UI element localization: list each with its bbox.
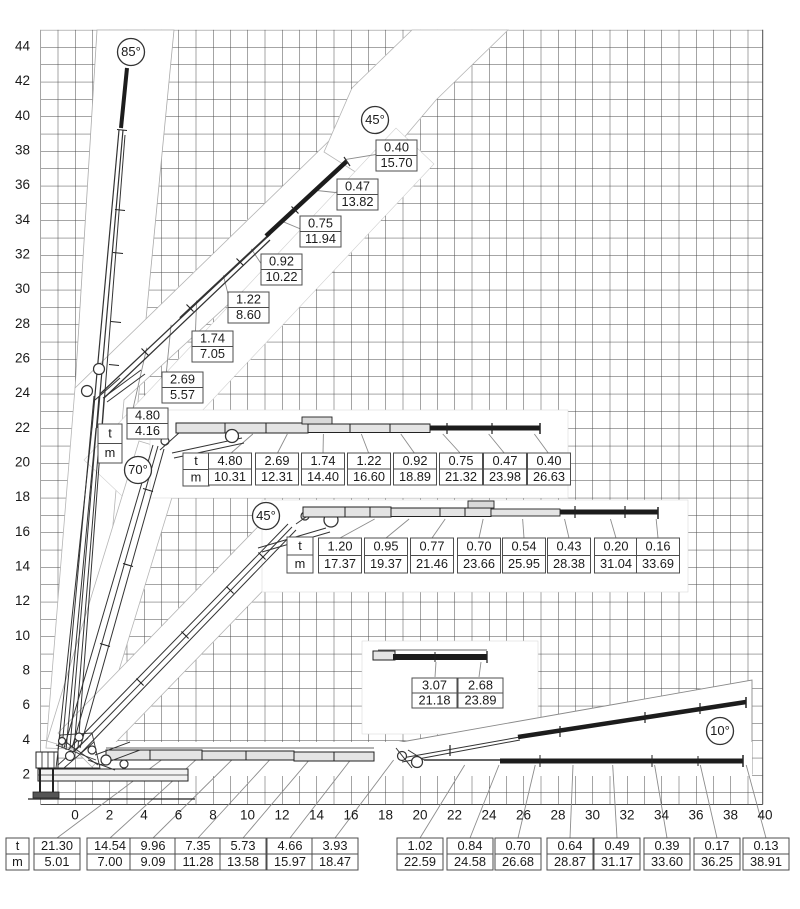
- capacity-box-m-value: 17.37: [323, 556, 357, 572]
- knuckle-pulley: [94, 364, 105, 375]
- x-axis-tick-label: 0: [71, 807, 79, 823]
- header-t-value: t: [15, 837, 20, 853]
- capacity-box-t-value: 0.54: [511, 538, 537, 554]
- outrigger-pad: [33, 792, 59, 798]
- capacity-box-m-value: 5.57: [170, 387, 195, 403]
- capacity-box-m-value: 25.95: [507, 556, 541, 572]
- capacity-box-t-value: 1.74: [310, 452, 336, 468]
- x-axis-tick-label: 26: [515, 807, 532, 823]
- jib-section: [373, 651, 395, 660]
- x-axis-tick-label: 14: [308, 807, 325, 823]
- capacity-box-m-value: 15.97: [273, 853, 307, 869]
- capacity-box-t-value: 3.07: [422, 677, 447, 693]
- header-m-value: m: [294, 555, 306, 571]
- capacity-box-m-value: 36.25: [700, 853, 734, 869]
- capacity-box-m-value: 22.59: [403, 853, 437, 869]
- y-axis-tick-label: 10: [14, 627, 30, 643]
- jib-section: [176, 423, 308, 433]
- capacity-box-t-value: 2.68: [468, 677, 493, 693]
- y-axis-tick-label: 22: [14, 419, 30, 435]
- pivot: [88, 746, 96, 754]
- x-axis-tick-label: 18: [377, 807, 394, 823]
- capacity-box-m-value: 13.58: [226, 853, 260, 869]
- jib-section: [491, 509, 560, 516]
- y-axis-tick-label: 8: [22, 662, 30, 678]
- capacity-box-t-value: 4.80: [135, 407, 160, 423]
- x-axis-tick-label: 32: [619, 807, 635, 823]
- capacity-box-m-value: 7.00: [97, 853, 123, 869]
- table-70deg: [183, 453, 571, 486]
- x-axis-tick-label: 36: [688, 807, 704, 823]
- y-axis-tick-label: 32: [14, 246, 30, 262]
- capacity-box-m-value: 19.37: [369, 556, 403, 572]
- x-axis-tick-label: 20: [412, 807, 428, 823]
- knuckle-pulley: [82, 386, 93, 397]
- capacity-box-m-value: 7.05: [200, 346, 225, 362]
- y-axis-tick-label: 14: [14, 558, 30, 574]
- jib-section: [308, 424, 430, 433]
- capacity-box-t-value: 1.20: [327, 538, 353, 554]
- capacity-box-t-value: 21.30: [40, 837, 74, 853]
- capacity-box-m-value: 15.70: [380, 155, 413, 171]
- x-axis: [71, 808, 772, 823]
- capacity-box-m-value: 14.40: [306, 468, 340, 484]
- capacity-box-m-value: 23.98: [488, 468, 522, 484]
- angle-badge-label: 85°: [121, 43, 141, 59]
- capacity-box-m-value: 33.60: [650, 853, 684, 869]
- y-axis-tick-label: 28: [14, 315, 30, 331]
- jib-latch: [302, 417, 332, 424]
- capacity-box-t-value: 1.22: [356, 452, 382, 468]
- boom-section: [202, 751, 294, 760]
- x-axis-tick-label: 12: [274, 807, 290, 823]
- y-axis-tick-label: 34: [14, 211, 30, 227]
- y-axis-tick-label: 30: [14, 281, 30, 297]
- capacity-box-m-value: 18.47: [318, 853, 352, 869]
- x-axis-tick-label: 40: [757, 807, 773, 823]
- capacity-box-t-value: 0.13: [753, 837, 779, 853]
- capacity-box-t-value: 0.47: [345, 178, 370, 194]
- capacity-box-t-value: 0.70: [505, 837, 531, 853]
- y-axis-tick-label: 44: [14, 38, 30, 54]
- capacity-box-t-value: 9.96: [140, 837, 166, 853]
- jib-section: [391, 508, 491, 517]
- x-axis-tick-label: 4: [140, 807, 148, 823]
- capacity-box-m-value: 16.60: [352, 468, 386, 484]
- capacity-box-m-value: 9.09: [140, 853, 166, 869]
- hook-pulley: [226, 430, 239, 443]
- x-axis-tick-label: 34: [653, 807, 670, 823]
- capacity-box-m-value: 23.89: [464, 692, 497, 708]
- capacity-box-m-value: 8.60: [236, 307, 261, 323]
- y-axis-tick-label: 12: [14, 593, 30, 609]
- capacity-box-t-value: 0.92: [269, 253, 294, 269]
- capacity-box-m-value: 23.66: [462, 556, 496, 572]
- capacity-box-m-value: 11.28: [182, 853, 214, 869]
- capacity-box-t-value: 0.75: [308, 215, 333, 231]
- x-axis-tick-label: 24: [481, 807, 497, 823]
- y-axis-tick-label: 18: [14, 489, 30, 505]
- header-m-value: m: [104, 445, 116, 461]
- capacity-box-t-value: 0.43: [556, 538, 582, 554]
- x-axis-tick-label: 8: [209, 807, 217, 823]
- capacity-box-t-value: 4.66: [277, 837, 303, 853]
- jib-section: [303, 507, 391, 517]
- pivot: [59, 738, 66, 745]
- capacity-box-m-value: 28.87: [553, 853, 587, 869]
- capacity-box-t-value: 0.75: [448, 452, 474, 468]
- capacity-box-t-value: 0.16: [645, 538, 671, 554]
- capacity-box-t-value: 0.17: [704, 837, 730, 853]
- x-axis-tick-label: 38: [722, 807, 739, 823]
- capacity-box-m-value: 26.68: [501, 853, 535, 869]
- capacity-box-t-value: 1.74: [200, 330, 225, 346]
- x-axis-tick-label: 22: [446, 807, 463, 823]
- y-axis-tick-label: 26: [14, 350, 30, 366]
- y-axis-tick-label: 42: [14, 73, 30, 89]
- capacity-box-t-value: 1.22: [236, 291, 261, 307]
- capacity-box-m-value: 5.01: [44, 853, 70, 869]
- capacity-box-t-value: 3.93: [322, 837, 348, 853]
- capacity-box-m-value: 26.63: [532, 468, 566, 484]
- boom-section: [106, 750, 202, 760]
- y-axis-tick-label: 16: [14, 523, 30, 539]
- x-axis-tick-label: 6: [174, 807, 183, 823]
- capacity-box-t-value: 0.40: [384, 139, 409, 155]
- capacity-box-t-value: 0.95: [373, 538, 399, 554]
- x-axis-tick-label: 16: [343, 807, 359, 823]
- x-axis-tick-label: 2: [105, 807, 114, 823]
- x-axis-tick-label: 28: [550, 807, 566, 823]
- y-axis-tick-label: 38: [14, 142, 30, 158]
- header-t-value: t: [298, 537, 302, 553]
- capacity-box-t-value: 0.64: [557, 837, 583, 853]
- x-axis-tick-label: 30: [584, 807, 601, 823]
- capacity-box-m-value: 31.04: [599, 556, 633, 572]
- capacity-box-t-value: 0.47: [492, 452, 518, 468]
- jib-latch: [468, 501, 494, 508]
- capacity-box-m-value: 4.16: [135, 423, 160, 439]
- capacity-box-t-value: 0.84: [457, 837, 483, 853]
- y-axis-tick-label: 6: [22, 697, 30, 713]
- angle-badge-label: 10°: [710, 722, 730, 738]
- y-axis-tick-label: 20: [14, 454, 30, 470]
- capacity-box-t-value: 0.39: [654, 837, 680, 853]
- capacity-box-t-value: 2.69: [264, 452, 290, 468]
- capacity-box-m-value: 31.17: [600, 853, 634, 869]
- angle-badge-label: 45°: [256, 507, 276, 523]
- capacity-box-m-value: 11.94: [304, 231, 337, 247]
- capacity-box-m-value: 33.69: [641, 556, 675, 572]
- header-m-value: m: [190, 469, 202, 485]
- y-axis-tick-label: 40: [14, 107, 30, 123]
- capacity-box-t-value: 4.80: [217, 452, 243, 468]
- header-t-value: t: [108, 425, 112, 441]
- y-axis-tick-label: 4: [22, 731, 30, 747]
- capacity-box-m-value: 10.31: [213, 468, 247, 484]
- capacity-box-t-value: 0.70: [466, 538, 492, 554]
- y-axis-tick-label: 36: [14, 177, 30, 193]
- capacity-box-t-value: 2.69: [170, 371, 195, 387]
- capacity-box-t-value: 5.73: [230, 837, 256, 853]
- capacity-box-t-value: 0.49: [604, 837, 630, 853]
- pivot: [101, 755, 111, 765]
- outrigger: [36, 752, 58, 768]
- capacity-box-t-value: 0.92: [402, 452, 428, 468]
- x-axis-tick-label: 10: [239, 807, 256, 823]
- capacity-box-m-value: 21.46: [415, 556, 449, 572]
- capacity-box-m-value: 10.22: [265, 269, 298, 285]
- capacity-box-m-value: 13.82: [341, 194, 374, 210]
- table-jib-extension: [412, 677, 503, 708]
- capacity-box-t-value: 0.20: [603, 538, 629, 554]
- capacity-box-m-value: 18.89: [398, 468, 432, 484]
- capacity-box-m-value: 21.18: [418, 692, 451, 708]
- capacity-box-m-value: 38.91: [749, 853, 783, 869]
- pivot: [66, 752, 75, 761]
- capacity-box-m-value: 28.38: [552, 556, 586, 572]
- capacity-box-t-value: 14.54: [93, 837, 127, 853]
- table-bottom: [6, 838, 789, 870]
- pivot: [120, 760, 128, 768]
- angle-badge-label: 70°: [128, 461, 148, 477]
- capacity-box-m-value: 24.58: [453, 853, 487, 869]
- capacity-box-t-value: 0.77: [419, 538, 445, 554]
- y-axis-tick-label: 24: [14, 385, 30, 401]
- capacity-box-m-value: 12.31: [260, 468, 294, 484]
- angle-badge-label: 45°: [365, 111, 385, 127]
- capacity-box-m-value: 21.32: [444, 468, 478, 484]
- header-t-value: t: [194, 453, 198, 469]
- pivot: [75, 733, 83, 741]
- table-45deg-lower: [287, 537, 680, 573]
- capacity-box-t-value: 1.02: [407, 837, 433, 853]
- y-axis-tick-label: 2: [22, 766, 30, 782]
- header-m-value: m: [12, 853, 23, 869]
- capacity-box-t-value: 0.40: [536, 452, 562, 468]
- capacity-box-t-value: 7.35: [185, 837, 211, 853]
